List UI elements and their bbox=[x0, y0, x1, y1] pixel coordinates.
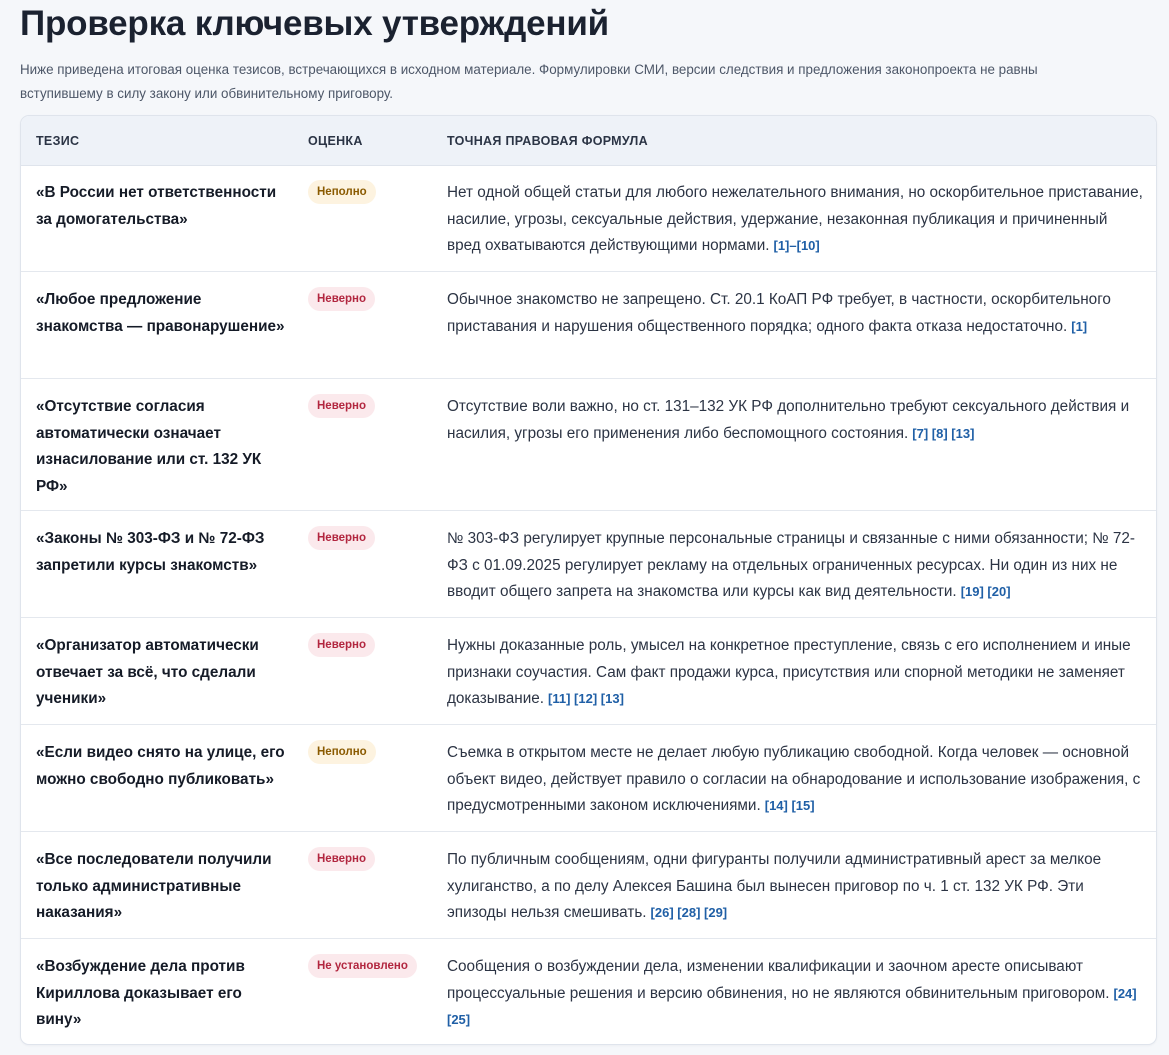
reference-links[interactable]: [1]–[10] bbox=[773, 238, 820, 253]
reference-links[interactable]: [1] bbox=[1071, 318, 1088, 334]
rating-badge: Неполно bbox=[308, 180, 376, 204]
page-title: Проверка ключевых утверждений bbox=[20, 4, 609, 43]
formula-cell bbox=[447, 526, 1144, 606]
table-header bbox=[21, 116, 1156, 166]
formula-text: По публичным сообщениям, одни фигуранты получили административный арест за мелкое хулиганство, а по делу Алексея Башина был вынесен приговор по ч. 1 ст. 132 УК РФ. Эти эпизоды нельзя смешивать. bbox=[447, 851, 1102, 921]
formula-cell bbox=[447, 740, 1144, 820]
header-formula: ТОЧНАЯ ПРАВОВАЯ ФОРМУЛА bbox=[447, 134, 648, 148]
claims-table bbox=[20, 115, 1157, 1045]
rating-badge: Не установлено bbox=[308, 954, 417, 978]
table-row bbox=[21, 832, 1156, 939]
formula-text: Съемка в открытом месте не делает любую публикацию свободной. Когда человек — основной объект видео, действует правило о согласии на обнародование и использование изображения, с предусмотренными законом исключениями. bbox=[447, 744, 1141, 814]
page bbox=[20, 0, 1156, 1028]
reference-links[interactable]: [11] [12] [13] bbox=[548, 691, 624, 706]
formula-cell bbox=[447, 180, 1144, 260]
claim-text: «В России нет ответственности за домогательства» bbox=[36, 184, 277, 228]
claim-text: «Любое предложение знакомства — правонарушение» bbox=[36, 291, 285, 335]
formula-text: Отсутствие воли важно, но ст. 131–132 УК РФ дополнительно требуют сексуального действия и насилия, угрозы его применения либо беспомощного состояния. bbox=[447, 398, 1130, 442]
page-intro: Ниже приведена итоговая оценка тезисов, встречающихся в исходном материале. Формулировки СМИ, версии следствия и предложения законопроекта не равны вступившему в силу закону или обвинительному приговору. bbox=[20, 62, 1038, 101]
formula-cell bbox=[447, 287, 1144, 340]
formula-text: Нет одной общей статьи для любого нежелательного внимания, но оскорбительное приставание, насилие, угрозы, сексуальные действия, удержание, незаконная публикация и причиненный вред охватываются действующими нормами. bbox=[447, 184, 1143, 254]
rating-badge: Неверно bbox=[308, 287, 375, 311]
formula-text: Нужны доказанные роль, умысел на конкретное преступление, связь с его исполнением и иные признаки соучастия. Сам факт продажи курса, присутствия или спорной методики не заменяет доказывание. bbox=[447, 637, 1131, 707]
table-row bbox=[21, 511, 1156, 618]
formula-cell bbox=[447, 633, 1144, 713]
claim-text: «Все последователи получили только административные наказания» bbox=[36, 851, 272, 921]
claim-text: «Законы № 303-ФЗ и № 72-ФЗ запретили курсы знакомств» bbox=[36, 530, 265, 574]
table-row bbox=[21, 272, 1156, 379]
header-claim: ТЕЗИС bbox=[36, 134, 80, 148]
table-row bbox=[21, 939, 1156, 1044]
claim-text: «Если видео снято на улице, его можно свободно публиковать» bbox=[36, 744, 285, 788]
table-row bbox=[21, 379, 1156, 511]
formula-text: Сообщения о возбуждении дела, изменении квалификации и заочном аресте описывают процессуальные решения и версию обвинения, но не являются обвинительным приговором. bbox=[447, 958, 1110, 1002]
formula-cell bbox=[447, 954, 1144, 1034]
formula-cell bbox=[447, 394, 1144, 447]
rating-badge: Неполно bbox=[308, 740, 376, 764]
rating-badge: Неверно bbox=[308, 847, 375, 871]
rating-badge: Неверно bbox=[308, 394, 375, 418]
table-row bbox=[21, 618, 1156, 725]
rating-badge: Неверно bbox=[308, 526, 375, 550]
table-row bbox=[21, 725, 1156, 832]
reference-links[interactable]: [24] [25] bbox=[447, 985, 1137, 1027]
formula-text: № 303-ФЗ регулирует крупные персональные страницы и связанные с ними обязанности; № 72-ФЗ с 01.09.2025 регулирует рекламу на отдельных ограниченных ресурсах. Ни один из них не вводит общего запрета на знакомства или курсы как вид деятельности. bbox=[447, 530, 1136, 600]
formula-cell bbox=[447, 847, 1144, 927]
rating-badge: Неверно bbox=[308, 633, 375, 657]
formula-text: Обычное знакомство не запрещено. Ст. 20.1 КоАП РФ требует, в частности, оскорбительного приставания и нарушения общественного порядка; одного факта отказа недостаточно. bbox=[447, 291, 1111, 335]
claim-text: «Возбуждение дела против Кириллова доказывает его вину» bbox=[36, 958, 245, 1028]
claim-text: «Отсутствие согласия автоматически означает изнасилование или ст. 132 УК РФ» bbox=[36, 398, 262, 495]
claim-text: «Организатор автоматически отвечает за всё, что сделали ученики» bbox=[36, 637, 259, 707]
reference-links[interactable]: [19] [20] bbox=[960, 584, 1011, 599]
reference-links[interactable]: [26] [28] [29] bbox=[650, 905, 728, 920]
reference-links[interactable]: [7] [8] [13] bbox=[912, 425, 975, 441]
table-row bbox=[21, 165, 1156, 272]
header-rating: ОЦЕНКА bbox=[308, 134, 363, 148]
reference-links[interactable]: [14] [15] bbox=[764, 798, 815, 813]
